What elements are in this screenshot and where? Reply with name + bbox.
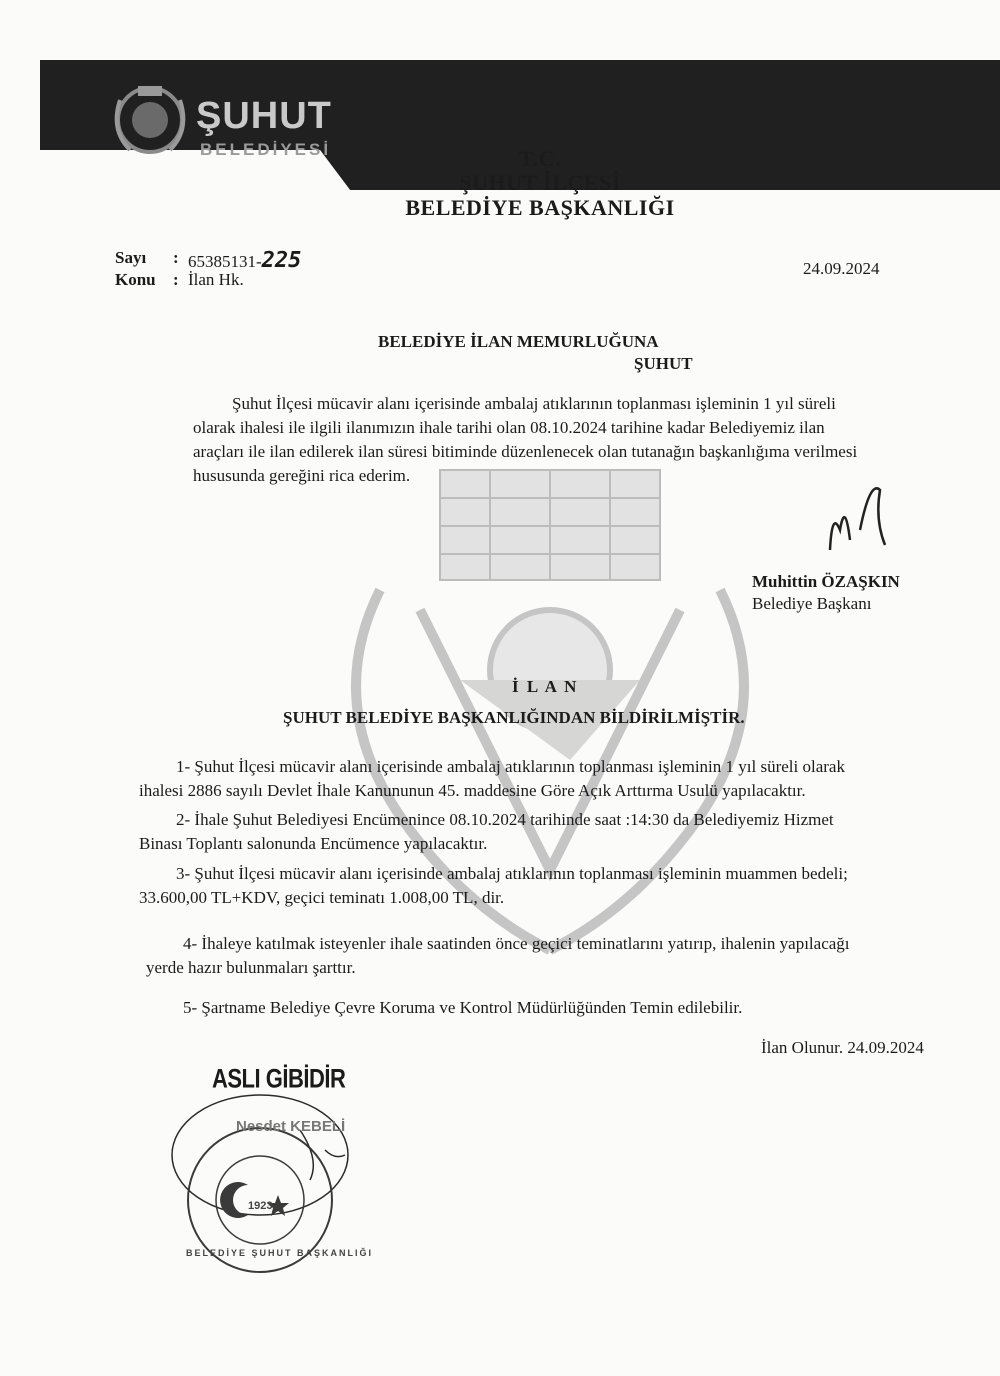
seal-year: 1923 [248, 1200, 273, 1212]
addressee-line2: ŞUHUT [634, 354, 693, 373]
letter-line: Şuhut İlçesi mücavir alanı içerisinde ambalaj atıklarının toplanması işleminin 1 yıl süreli [232, 394, 836, 413]
konu-value: İlan Hk. [188, 270, 244, 289]
signatory-name: Muhittin ÖZAŞKIN [752, 572, 900, 591]
letter-line: hususunda gereğini rica ederim. [193, 466, 411, 485]
signatory-title: Belediye Başkanı [752, 594, 872, 613]
header-district: ŞUHUT İLÇESİ [459, 170, 621, 195]
notice-item-1-cont: ihalesi 2886 sayılı Devlet İhale Kanununun 45. maddesine Göre Açık Arttırma Usulü yapılacaktır. [139, 781, 806, 800]
logo-brand: ŞUHUT [196, 95, 332, 137]
notice-subheading: ŞUHUT BELEDİYE BAŞKANLIĞINDAN BİLDİRİLMİŞTİR. [283, 708, 745, 727]
notice-item-2-cont: Binası Toplantı salonunda Encümence yapılacaktır. [139, 834, 488, 853]
sayi-colon: : [173, 248, 179, 267]
sayi-value: 65385131- [188, 252, 262, 271]
signature-icon [820, 470, 900, 570]
notice-item-4-cont: yerde hazır bulunmaları şarttır. [146, 958, 356, 977]
konu-colon: : [173, 270, 179, 289]
sayi-label: Sayı [115, 248, 147, 267]
addressee-line1: BELEDİYE İLAN MEMURLUĞUNA [378, 332, 659, 351]
notice-heading: İ L A N [512, 677, 579, 696]
letter-line: araçları ile ilan edilerek ilan süresi bitiminde düzenlenecek olan tutanağın başkanlığıma verilmesi [193, 442, 858, 461]
notice-item-3: 3- Şuhut İlçesi mücavir alanı içerisinde ambalaj atıklarının toplanması işleminin muammen bedeli; [176, 864, 848, 883]
notice-closing: İlan Olunur. 24.09.2024 [761, 1038, 924, 1057]
notice-item-3-cont: 33.600,00 TL+KDV, geçici teminatı 1.008,00 TL, dir. [139, 888, 505, 907]
logo-subtitle: BELEDİYESİ [200, 140, 332, 159]
header-tc: T.C. [519, 146, 561, 171]
official-seal-icon [150, 1060, 370, 1280]
seal-text: BELEDİYE ŞUHUT BAŞKANLIĞI [186, 1248, 374, 1258]
notice-item-5: 5- Şartname Belediye Çevre Koruma ve Kontrol Müdürlüğünden Temin edilebilir. [183, 998, 743, 1017]
stamp-name: Nesdet KEBELİ [236, 1118, 346, 1135]
konu-label: Konu [115, 270, 156, 289]
notice-item-4: 4- İhaleye katılmak isteyenler ihale saatinden önce geçici teminatlarını yatırıp, ihalenin yapılacağı [183, 934, 850, 953]
letter-date: 24.09.2024 [803, 259, 880, 278]
notice-item-2: 2- İhale Şuhut Belediyesi Encümenince 08.10.2024 tarihinde saat :14:30 da Belediyemiz Hizmet [176, 810, 834, 829]
header-office: BELEDİYE BAŞKANLIĞI [405, 195, 675, 220]
certified-stamp: ASLI GİBİDİR [212, 1063, 346, 1094]
notice-item-1: 1- Şuhut İlçesi mücavir alanı içerisinde ambalaj atıklarının toplanması işleminin 1 yıl süreli olarak [176, 757, 845, 776]
letter-line: olarak ihalesi ile ilgili ilanımızın ihale tarihi olan 08.10.2024 tarihine kadar Belediyemiz ilan [193, 418, 825, 437]
sayi-handwritten: 225 [261, 248, 302, 273]
